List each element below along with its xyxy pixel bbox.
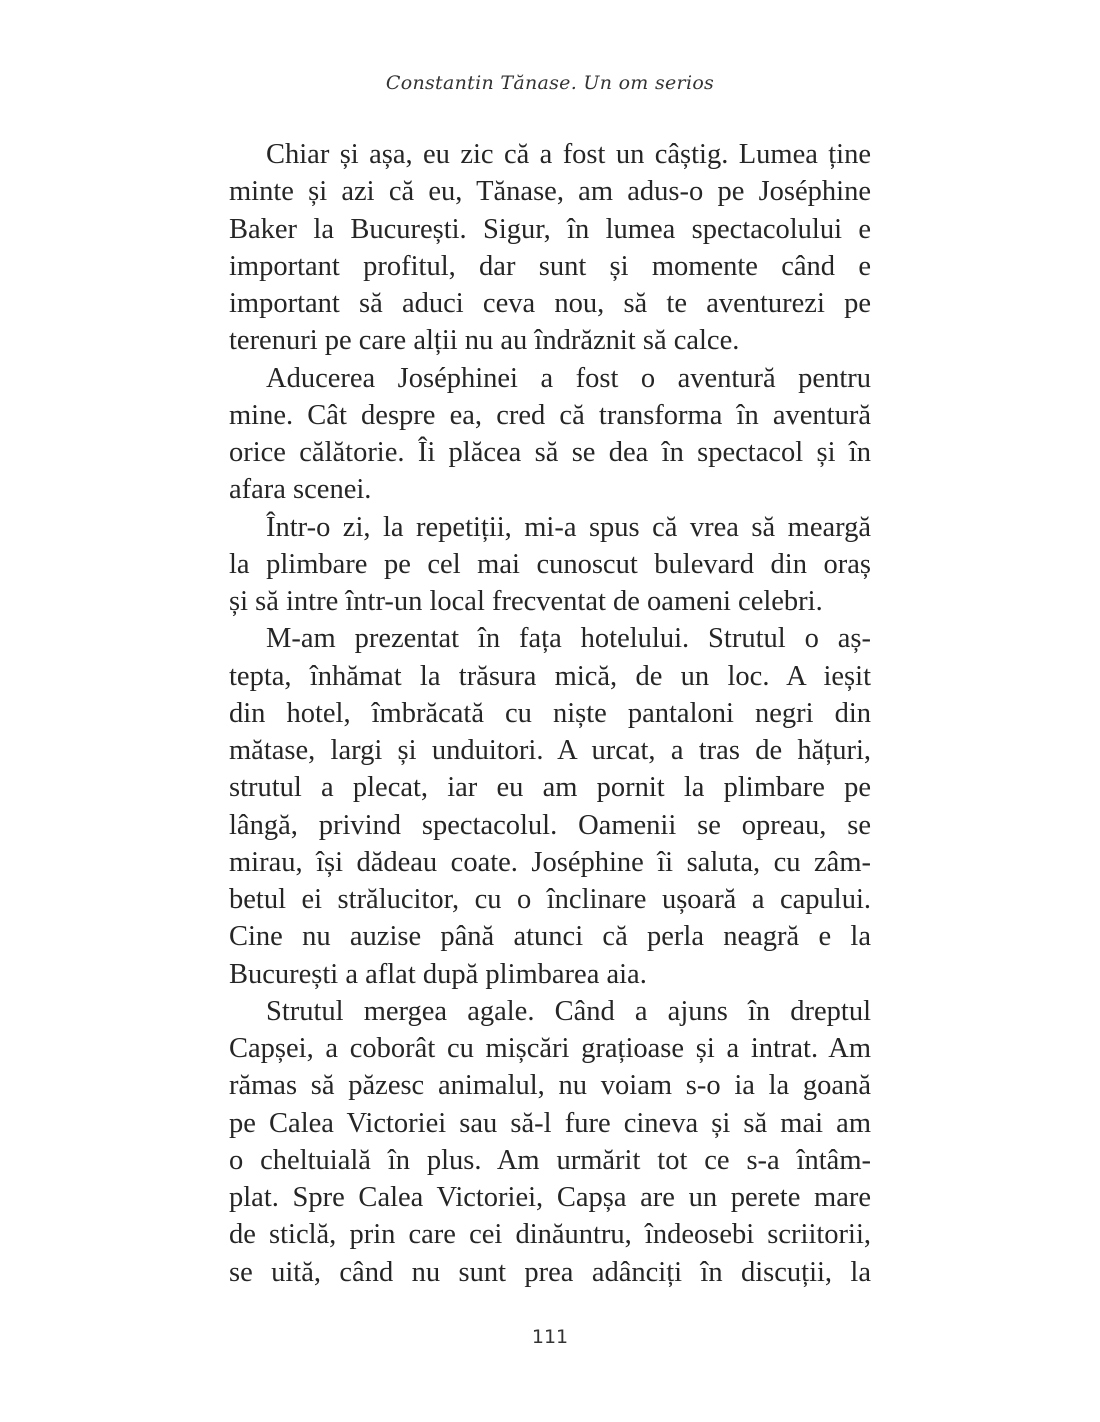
text-line: betul ei strălucitor, cu o înclinare ușoară a capului. <box>229 884 871 915</box>
text-line: lângă, privind spectacolul. Oamenii se opreau, se <box>229 809 871 841</box>
text-line: de sticlă, prin care cei dinăuntru, îndeosebi scriitorii, <box>229 1219 871 1251</box>
text-line: strutul a plecat, iar eu am pornit la plimbare pe <box>229 772 871 804</box>
text-line: București a aflat după plimbarea aia. <box>229 958 647 990</box>
text-line: Cine nu auzise până atunci că perla neagră e la <box>229 921 871 953</box>
text-line: Baker la București. Sigur, în lumea spectacolului e <box>229 213 871 245</box>
text-line: M-am prezentat în fața hotelului. Strutul o aș- <box>266 623 871 655</box>
paragraph-2 <box>229 360 871 509</box>
text-line: afara scenei. <box>229 474 372 506</box>
running-header: Constantin Tănase. Un om serios <box>385 72 715 94</box>
text-line: o cheltuială în plus. Am urmărit tot ce s-a întâm- <box>229 1144 871 1176</box>
page-number: 111 <box>531 1326 569 1348</box>
text-line: pe Calea Victoriei sau să-l fure cineva și să mai am <box>229 1107 871 1139</box>
text-line: plat. Spre Calea Victoriei, Capșa are un perete mare <box>229 1182 871 1213</box>
text-line: rămas să păzesc animalul, nu voiam s-o ia la goană <box>229 1070 871 1102</box>
text-line: orice călătorie. Îi plăcea să se dea în spectacol și în <box>229 437 871 468</box>
text-line: din hotel, îmbrăcată cu niște pantaloni negri din <box>229 697 871 729</box>
paragraph-1 <box>229 136 871 360</box>
text-line: Într-o zi, la repetiții, mi-a spus că vrea să meargă <box>266 511 871 543</box>
paragraph-4 <box>229 620 871 993</box>
text-line: minte și azi că eu, Tănase, am adus-o pe Joséphine <box>229 176 871 208</box>
text-line: Strutul mergea agale. Când a ajuns în dreptul <box>266 995 871 1027</box>
text-line: mirau, își dădeau coate. Joséphine îi saluta, cu zâm- <box>229 846 871 878</box>
text-line: se uită, când nu sunt prea adânciți în discuții, la <box>229 1256 871 1288</box>
text-line: la plimbare pe cel mai cunoscut bulevard din oraș <box>229 548 871 580</box>
body-text <box>229 136 871 1291</box>
text-line: important profitul, dar sunt și momente când e <box>229 250 871 282</box>
text-line: mine. Cât despre ea, cred că transforma în aventură <box>229 399 871 431</box>
text-line: terenuri pe care alții nu au îndrăznit să calce. <box>229 325 740 357</box>
text-line: important să aduci ceva nou, să te aventurezi pe <box>229 288 871 319</box>
paragraph-3 <box>229 509 871 621</box>
text-line: Capșei, a coborât cu mișcări grațioase și a intrat. Am <box>229 1033 871 1064</box>
text-line: și să intre într-un local frecventat de oameni celebri. <box>229 586 823 617</box>
text-line: Chiar și așa, eu zic că a fost un câștig. Lumea ține <box>266 139 871 170</box>
text-line: tepta, înhămat la trăsura mică, de un loc. A ieșit <box>229 660 871 692</box>
text-line: Aducerea Joséphinei a fost o aventură pentru <box>266 362 871 394</box>
paragraph-5 <box>229 993 871 1291</box>
text-line: mătase, largi și unduitori. A urcat, a tras de hățuri, <box>229 735 871 766</box>
